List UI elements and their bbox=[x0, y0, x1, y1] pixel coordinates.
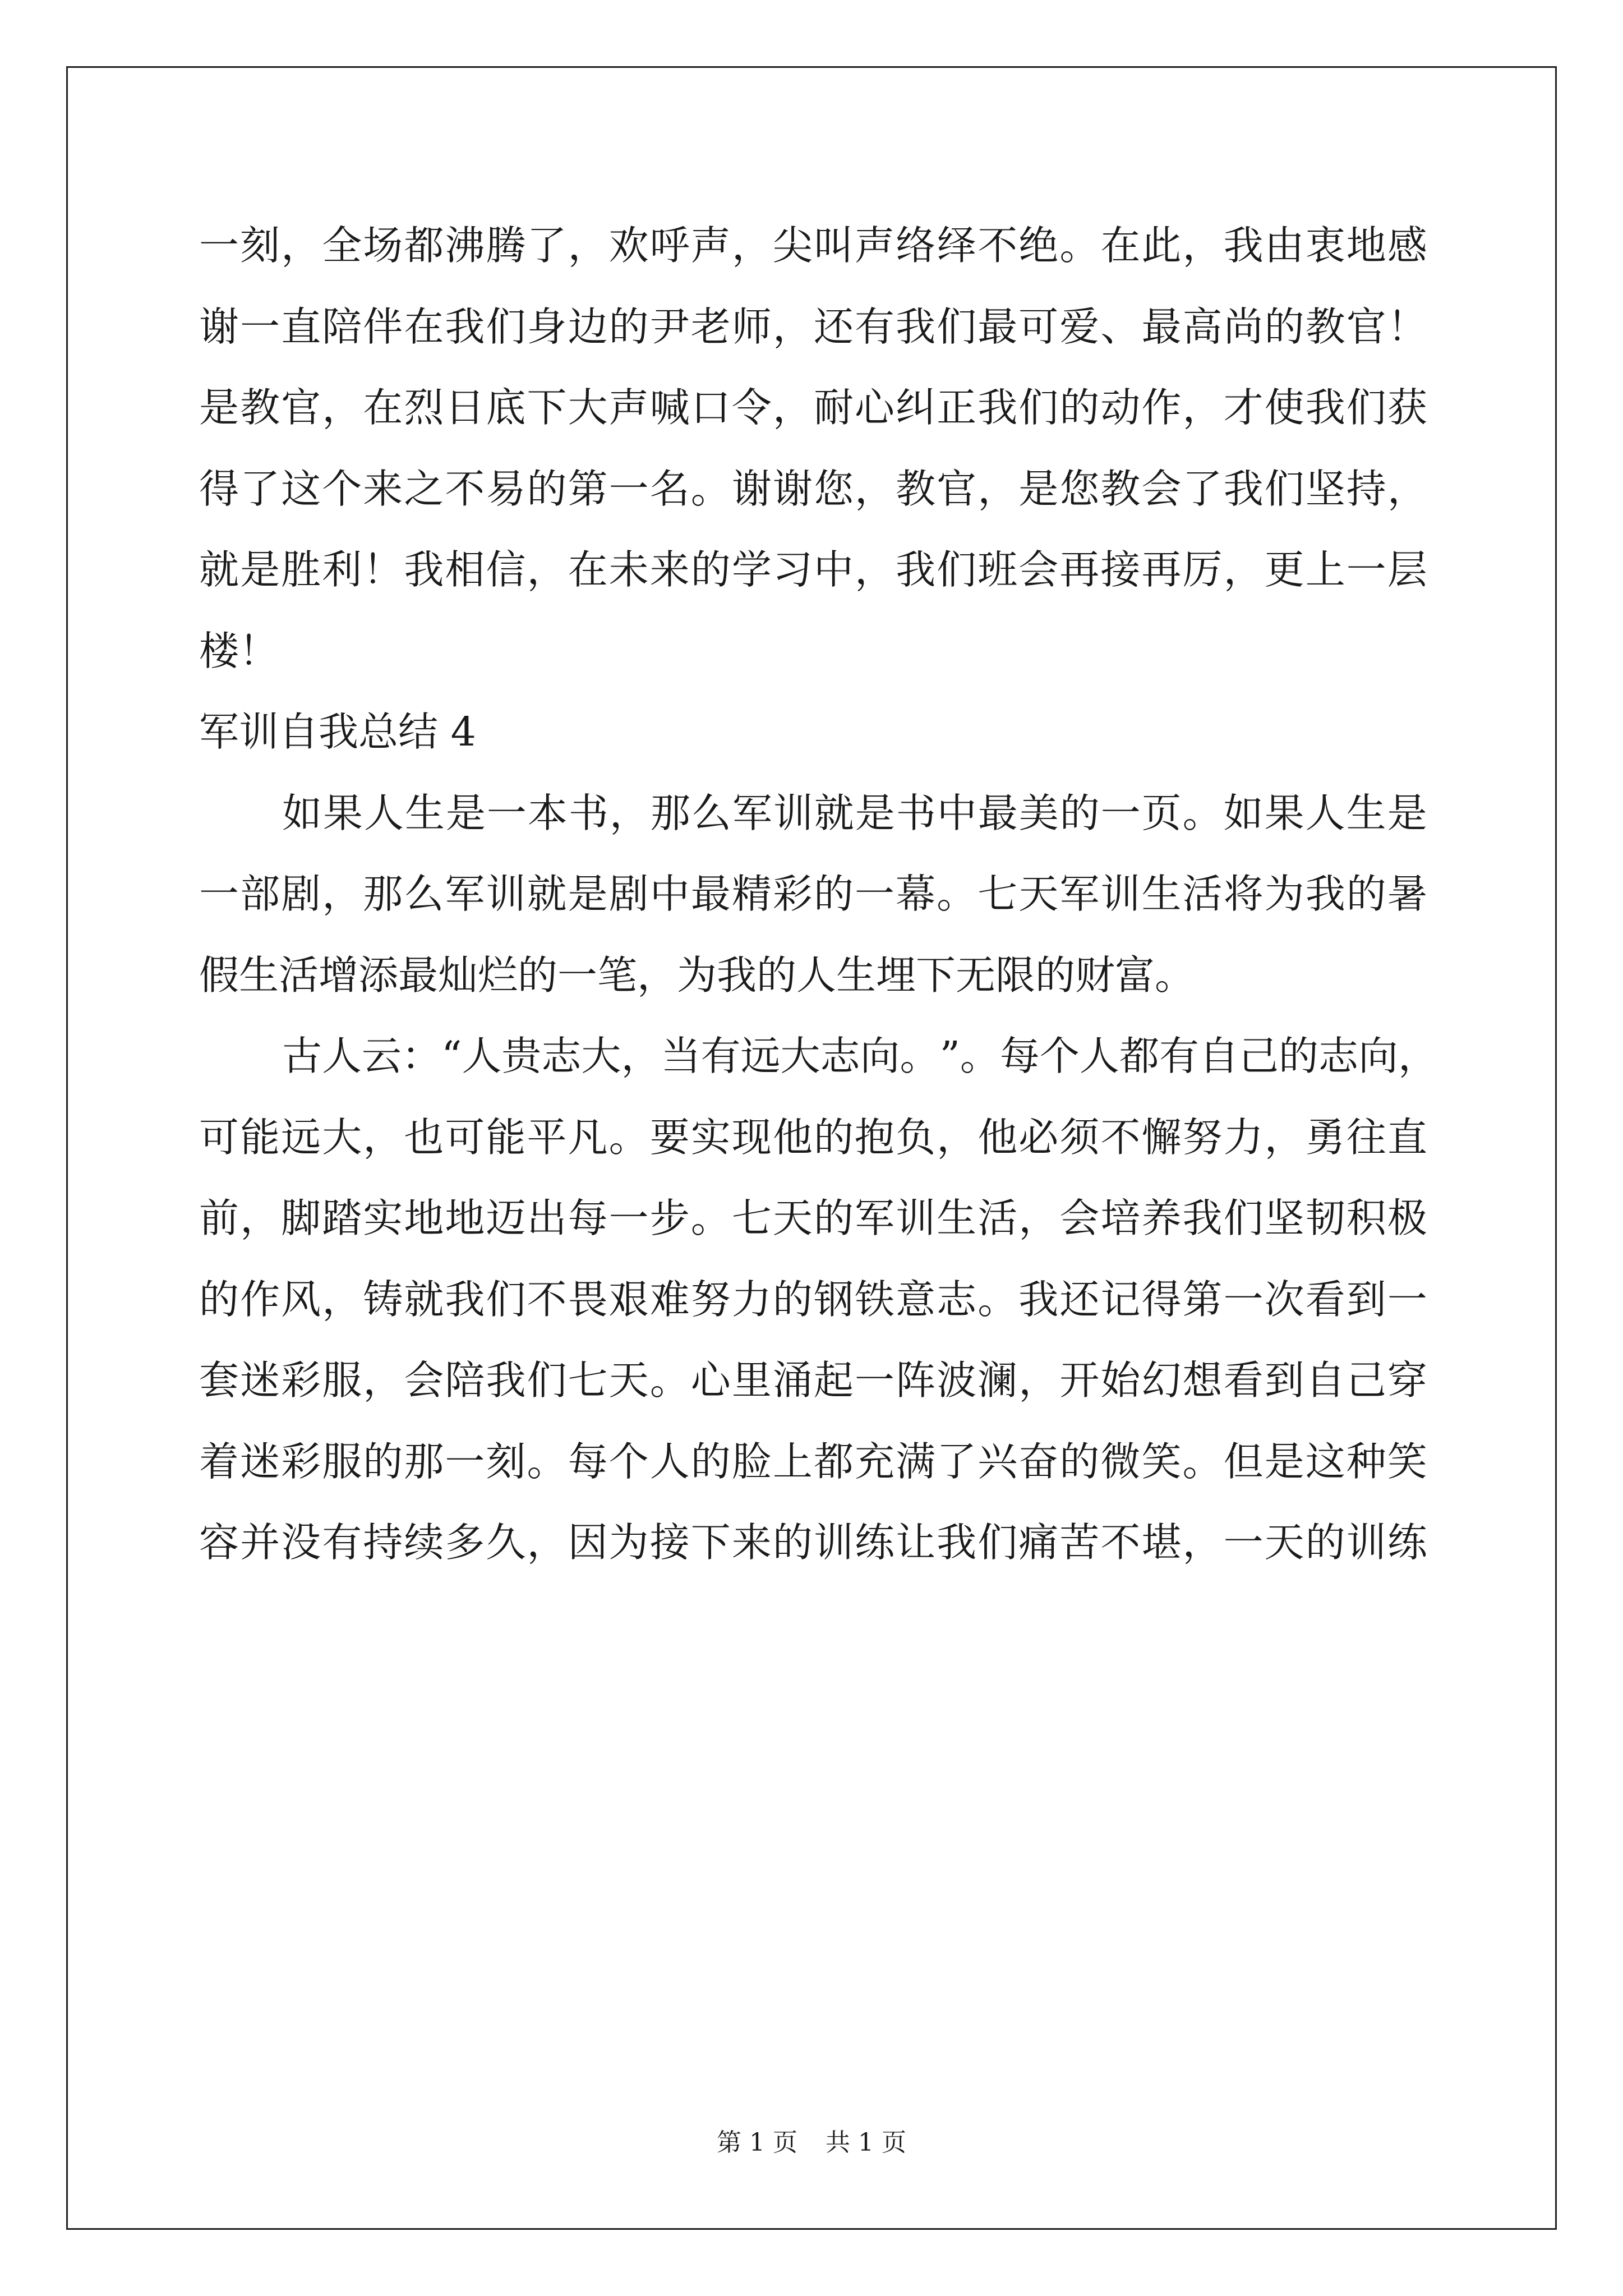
text-line: 得 了 这 个 来 之 不 易 的 第 一 名 。 谢 谢 您 ， 教 官 ， 是 您 教 会 了 我 们 坚 持 ， bbox=[199, 466, 1427, 512]
text-line: 一 刻 ， 全 场 都 沸 腾 了 ， 欢 呼 声 ， 尖 叫 声 络 绎 不 绝 。 在 此 ， 我 由 衷 地 感 bbox=[199, 222, 1427, 269]
text-line: 是 教 官 ， 在 烈 日 底 下 大 声 喊 口 令 ， 耐 心 纠 正 我 们 的 动 作 ， 才 使 我 们 获 bbox=[199, 384, 1427, 431]
text-line: 套 迷 彩 服 ， 会 陪 我 们 七 天 。 心 里 涌 起 一 阵 波 澜 ， 开 始 幻 想 看 到 自 己 穿 bbox=[199, 1357, 1427, 1404]
page-footer bbox=[0, 2126, 1623, 2160]
text-line: 容 并 没 有 持 续 多 久 ， 因 为 接 下 来 的 训 练 让 我 们 痛 苦 不 堪 ， 一 天 的 训 练 bbox=[199, 1519, 1427, 1566]
text-line: 一 部 剧 ， 那 么 军 训 就 是 剧 中 最 精 彩 的 一 幕 。 七 天 军 训 生 活 将 为 我 的 暑 bbox=[199, 871, 1427, 917]
text-line: 着 迷 彩 服 的 那 一 刻 。 每 个 人 的 脸 上 都 充 满 了 兴 奋 的 微 笑 。 但 是 这 种 笑 bbox=[199, 1438, 1427, 1485]
text-line: 可 能 远 大 ， 也 可 能 平 凡 。 要 实 现 他 的 抱 负 ， 他 必 须 不 懈 努 力 ， 勇 往 直 bbox=[199, 1114, 1427, 1161]
text-line: 前 ， 脚 踏 实 地 地 迈 出 每 一 步 。 七 天 的 军 训 生 活 ， 会 培 养 我 们 坚 韧 积 极 bbox=[199, 1195, 1427, 1241]
page-number-total: 共 1 页 bbox=[826, 2128, 906, 2157]
text-line: 就 是 胜 利 ！ 我 相 信 ， 在 未 来 的 学 习 中 ， 我 们 班 会 再 接 再 厉 ， 更 上 一 层 bbox=[199, 546, 1427, 593]
text-line: 如 果 人 生 是 一 本 书 ， 那 么 军 训 就 是 书 中 最 美 的 一 页 。 如 果 人 生 是 bbox=[282, 790, 1427, 836]
text-line: 的 作 风 ， 铸 就 我 们 不 畏 艰 难 努 力 的 钢 铁 意 志 。 我 还 记 得 第 一 次 看 到 一 bbox=[199, 1276, 1427, 1323]
text-line: 假生活增添最灿烂的一笔，为我的人生埋下无限的财富。 bbox=[199, 952, 1195, 999]
page-number-current: 第 1 页 bbox=[717, 2128, 797, 2157]
section-heading: 军训自我总结 4 bbox=[199, 708, 476, 755]
text-line: 楼！ bbox=[199, 628, 279, 674]
text-line: 谢 一 直 陪 伴 在 我 们 身 边 的 尹 老 师 ， 还 有 我 们 最 可 爱 、 最 高 尚 的 教 官 ！ bbox=[199, 303, 1427, 350]
text-line: 古 人 云 ： “ 人 贵 志 大 ， 当 有 远 大 志 向 。 ” 。 每 个 人 都 有 自 己 的 志 向 ， bbox=[282, 1033, 1438, 1079]
